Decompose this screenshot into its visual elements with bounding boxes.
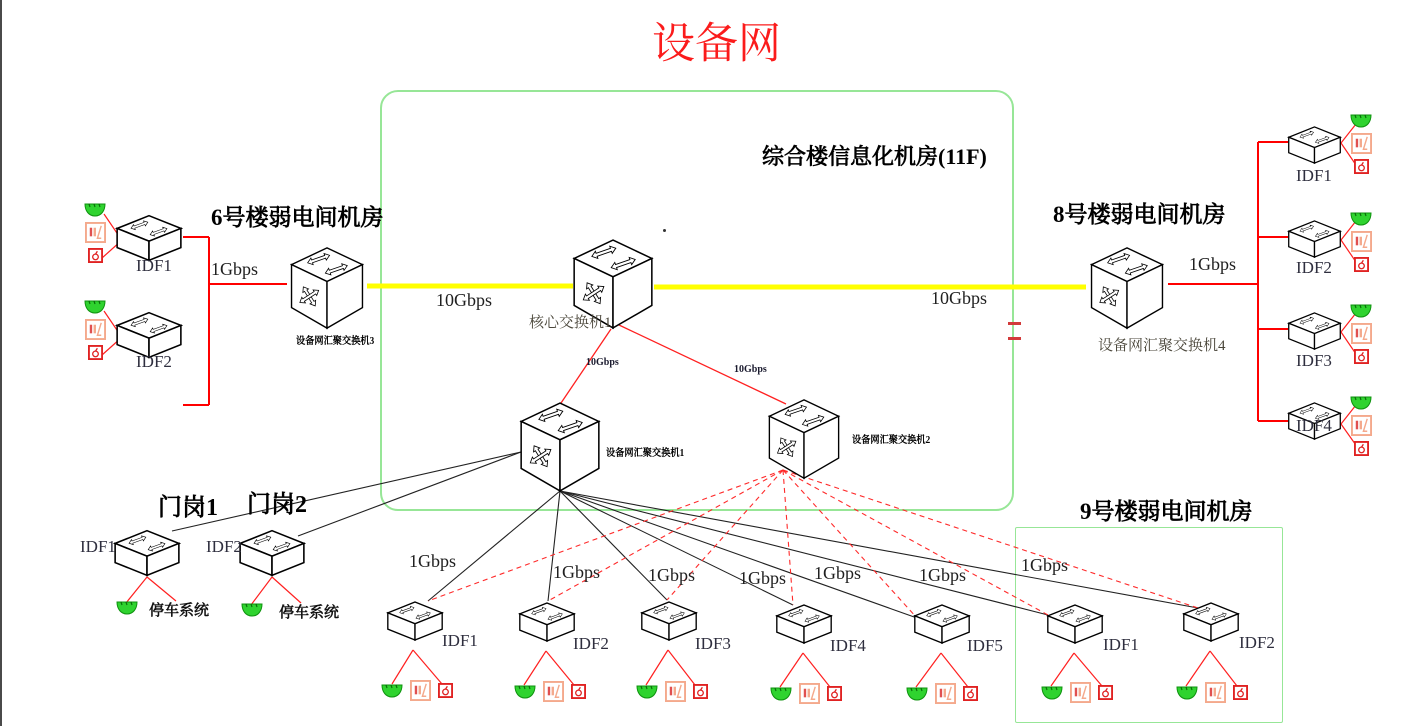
alarm-icon[interactable] <box>827 686 842 701</box>
alarm-icon[interactable] <box>88 345 103 360</box>
alarm-icon[interactable] <box>693 684 708 699</box>
switch-flat-icon <box>640 599 698 643</box>
core-switch-label: 核心交换机1 <box>529 315 612 331</box>
switch-flat-icon <box>238 527 306 579</box>
agg1-label: 设备网汇聚交换机1 <box>606 448 685 459</box>
access-icon[interactable] <box>410 680 431 701</box>
alarm-icon[interactable] <box>88 248 103 263</box>
b8-idf3-switch[interactable] <box>1287 310 1342 357</box>
backbone-left-label: 10Gbps <box>436 290 493 310</box>
room-title-b6: 6号楼弱电间机房 <box>211 205 384 230</box>
row-idf5-label: IDF5 <box>967 636 1003 655</box>
switch-flat-icon <box>1287 218 1342 260</box>
camera-icon[interactable] <box>1350 396 1372 410</box>
row-idf1-label: IDF1 <box>442 631 478 650</box>
b8-idf3-label: IDF3 <box>1296 351 1332 370</box>
camera-icon[interactable] <box>1350 114 1372 128</box>
switch-flat-icon <box>518 600 576 644</box>
access-icon[interactable] <box>85 222 106 243</box>
camera-icon[interactable] <box>906 687 928 701</box>
b8-idf4-devices <box>1350 396 1372 456</box>
gate1-idf-label: IDF1 <box>80 537 116 556</box>
camera-icon[interactable] <box>1176 686 1198 700</box>
gate2-camera[interactable] <box>241 603 263 622</box>
row-idf3-label: IDF3 <box>695 634 731 653</box>
agg1-fan-links <box>172 452 1198 618</box>
row-idf5-switch[interactable] <box>913 602 971 651</box>
alarm-icon[interactable] <box>1354 159 1369 174</box>
b9-idf1-devices <box>1041 682 1113 703</box>
agg2-label: 设备网汇聚交换机2 <box>852 435 931 446</box>
row-idf3-devices <box>636 681 708 702</box>
gate1-parking-label: 停车系统 <box>149 603 210 619</box>
access-icon[interactable] <box>1351 231 1372 252</box>
switch-3d-icon <box>1086 246 1168 330</box>
b9-idf1-label: IDF1 <box>1103 635 1139 654</box>
access-icon[interactable] <box>1351 415 1372 436</box>
access-icon[interactable] <box>665 681 686 702</box>
gate2-title: 门岗2 <box>247 492 307 518</box>
alarm-icon[interactable] <box>438 683 453 698</box>
b8-idf2-label: IDF2 <box>1296 258 1332 277</box>
access-icon[interactable] <box>543 681 564 702</box>
room-title-main: 综合楼信息化机房(11F) <box>762 144 987 169</box>
alarm-icon[interactable] <box>571 684 586 699</box>
gate2-idf-label: IDF2 <box>206 537 242 556</box>
red-tick-mark <box>1008 337 1021 340</box>
camera-icon[interactable] <box>84 203 106 217</box>
gate1-title: 门岗1 <box>158 495 218 521</box>
row-idf4-devices <box>770 683 842 704</box>
row3-link-label: 1Gbps <box>648 565 696 585</box>
camera-icon[interactable] <box>381 684 403 698</box>
room-title-b8: 8号楼弱电间机房 <box>1053 202 1226 227</box>
b6-idf2-devices <box>84 300 106 360</box>
switch-flat-icon <box>913 602 971 646</box>
row5-link-label: 1Gbps <box>814 563 862 583</box>
b9-idf1-switch[interactable] <box>1046 602 1104 651</box>
switch-flat-icon <box>1046 602 1104 646</box>
switch-flat-icon <box>113 527 181 579</box>
row1-link-label: 1Gbps <box>409 551 457 571</box>
row-idf1-switch[interactable] <box>386 599 444 648</box>
row-idf5-devices <box>906 683 978 704</box>
row2-link-label: 1Gbps <box>553 562 601 582</box>
gate2-idf-switch[interactable] <box>238 527 306 584</box>
camera-icon[interactable] <box>84 300 106 314</box>
b9-idf2-label: IDF2 <box>1239 633 1275 652</box>
row7-link-label: 1Gbps <box>1021 555 1069 575</box>
switch-flat-icon <box>775 602 833 646</box>
access-icon[interactable] <box>1351 323 1372 344</box>
camera-icon[interactable] <box>1350 212 1372 226</box>
row6-link-label: 1Gbps <box>919 565 967 585</box>
b6-link-label: 1Gbps <box>211 259 259 279</box>
agg3-label: 设备网汇聚交换机3 <box>296 336 375 347</box>
camera-icon[interactable] <box>514 685 536 699</box>
switch-flat-icon <box>1287 310 1342 352</box>
row-idf2-devices <box>514 681 586 702</box>
red-tick-mark <box>1008 322 1021 325</box>
backbone-right-label: 10Gbps <box>931 288 988 308</box>
switch-3d-icon <box>763 398 845 480</box>
b6-idf1-label: IDF1 <box>136 256 172 275</box>
gate1-camera[interactable] <box>116 601 138 620</box>
camera-icon <box>116 601 138 615</box>
agg4-label: 设备网汇聚交换机4 <box>1098 338 1226 354</box>
diagram-title: 设备网 <box>652 20 781 68</box>
switch-flat-icon <box>1287 124 1342 166</box>
switch-3d-icon <box>519 401 601 493</box>
room-title-b9: 9号楼弱电间机房 <box>1080 499 1253 524</box>
row4-link-label: 1Gbps <box>739 568 787 588</box>
alarm-icon[interactable] <box>1233 685 1248 700</box>
row-idf2-switch[interactable] <box>518 600 576 649</box>
camera-icon[interactable] <box>1041 686 1063 700</box>
agg-switch-1-node[interactable] <box>519 401 601 498</box>
camera-icon <box>241 603 263 617</box>
access-icon[interactable] <box>1351 133 1372 154</box>
row-idf2-label: IDF2 <box>573 634 609 653</box>
row-idf3-switch[interactable] <box>640 599 698 648</box>
core-agg1-label: 10Gbps <box>586 357 619 368</box>
alarm-icon[interactable] <box>1098 685 1113 700</box>
b9-idf2-devices <box>1176 682 1248 703</box>
camera-icon[interactable] <box>636 685 658 699</box>
gate1-idf-switch[interactable] <box>113 527 181 584</box>
access-icon[interactable] <box>1205 682 1226 703</box>
b8-idf1-label: IDF1 <box>1296 166 1332 185</box>
b8-idf3-devices <box>1350 304 1372 364</box>
row-idf1-devices <box>381 680 453 701</box>
switch-3d-icon <box>286 246 368 330</box>
b8-link-label: 1Gbps <box>1189 254 1237 274</box>
camera-icon[interactable] <box>770 687 792 701</box>
alarm-icon[interactable] <box>1354 257 1369 272</box>
core-agg2-label: 10Gbps <box>734 364 767 375</box>
backbone-links <box>367 286 1086 287</box>
b8-bus <box>1168 142 1288 421</box>
row-idf4-switch[interactable] <box>775 602 833 651</box>
b8-idf2-devices <box>1350 212 1372 272</box>
access-icon[interactable] <box>1070 682 1091 703</box>
camera-icon[interactable] <box>1350 304 1372 318</box>
b9-idf2-switch[interactable] <box>1182 600 1240 649</box>
switch-flat-icon <box>386 599 444 643</box>
access-icon[interactable] <box>85 319 106 340</box>
gate2-parking-label: 停车系统 <box>279 605 340 621</box>
b6-idf2-label: IDF2 <box>136 352 172 371</box>
alarm-icon[interactable] <box>1354 441 1369 456</box>
agg-switch-3-node[interactable] <box>286 246 368 335</box>
alarm-icon[interactable] <box>1354 349 1369 364</box>
b8-idf1-switch[interactable] <box>1287 124 1342 171</box>
stray-dot <box>663 229 666 232</box>
b8-idf1-devices <box>1350 114 1372 174</box>
row-idf4-label: IDF4 <box>830 636 866 655</box>
b8-idf4-label: IDF4 <box>1296 416 1332 435</box>
access-icon[interactable] <box>799 683 820 704</box>
agg-switch-2-node[interactable] <box>763 398 845 485</box>
switch-flat-icon <box>1182 600 1240 644</box>
agg-switch-4-node[interactable] <box>1086 246 1168 335</box>
b6-idf1-devices <box>84 203 106 263</box>
access-icon[interactable] <box>935 683 956 704</box>
alarm-icon[interactable] <box>963 686 978 701</box>
